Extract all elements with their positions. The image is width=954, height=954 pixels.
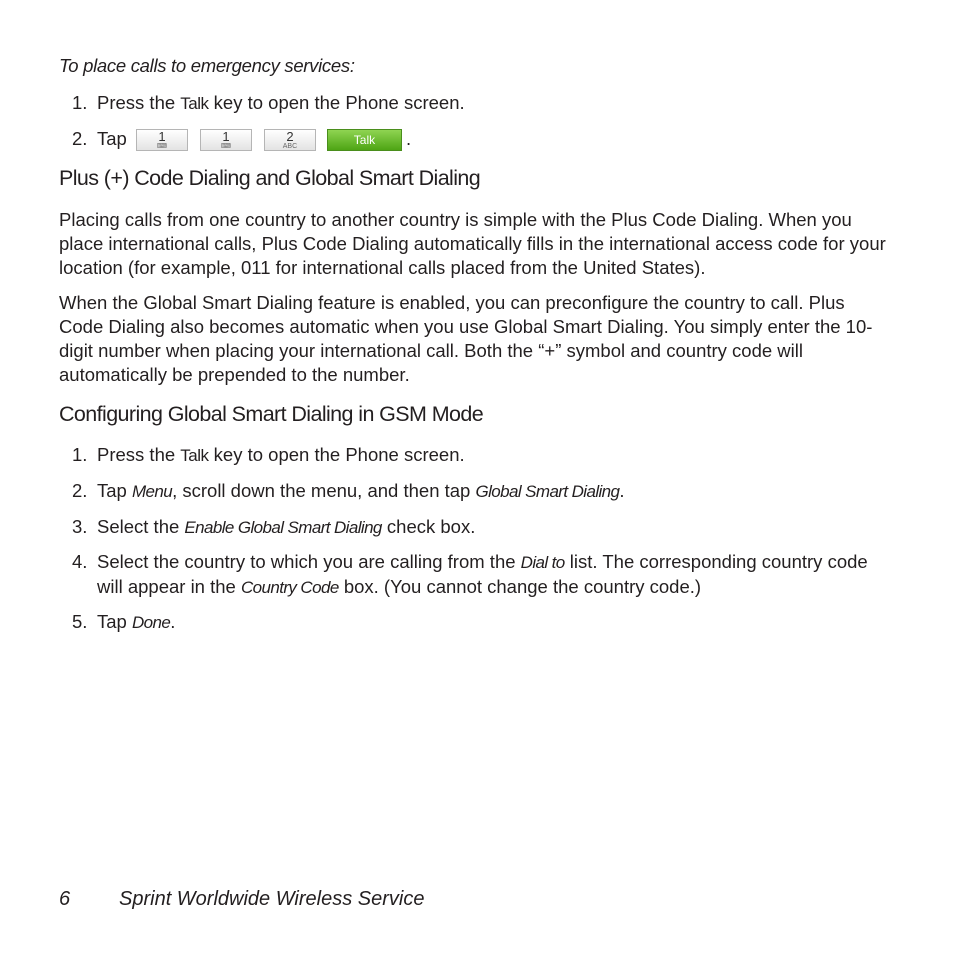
talk-key-label: Talk: [180, 94, 209, 113]
dial-sequence: [136, 127, 406, 151]
section-heading-plus-code: Plus (+) Code Dialing and Global Smart Dialing: [59, 166, 481, 190]
section-heading-gsm: Configuring Global Smart Dialing in GSM Mode: [59, 402, 484, 426]
footer-title: Sprint Worldwide Wireless Service: [119, 888, 425, 910]
paragraph: When the Global Smart Dialing feature is enabled, you can preconfigure the country to call. Plus Code Dialing also becomes automatic when you use Global Smart Dialing. You simply enter the 10-digit number when placing your international call. Both the “+” symbol and country code will automatically be prepended to the number.: [59, 292, 873, 385]
emergency-intro: To place calls to emergency services:: [59, 55, 355, 76]
keypad-key-1: 1 ⌨: [200, 129, 252, 151]
keypad-key-2: 2 ABC: [264, 129, 316, 151]
paragraph: Placing calls from one country to another country is simple with the Plus Code Dialing. When you place international calls, Plus Code Dialing automatically fills in the international access code for your location (for example, 011 for international calls placed from the United States).: [59, 209, 886, 278]
talk-button-image: Talk: [327, 129, 402, 151]
page-number: 6: [59, 888, 71, 910]
keypad-key-1: 1 ⌨: [136, 129, 188, 151]
